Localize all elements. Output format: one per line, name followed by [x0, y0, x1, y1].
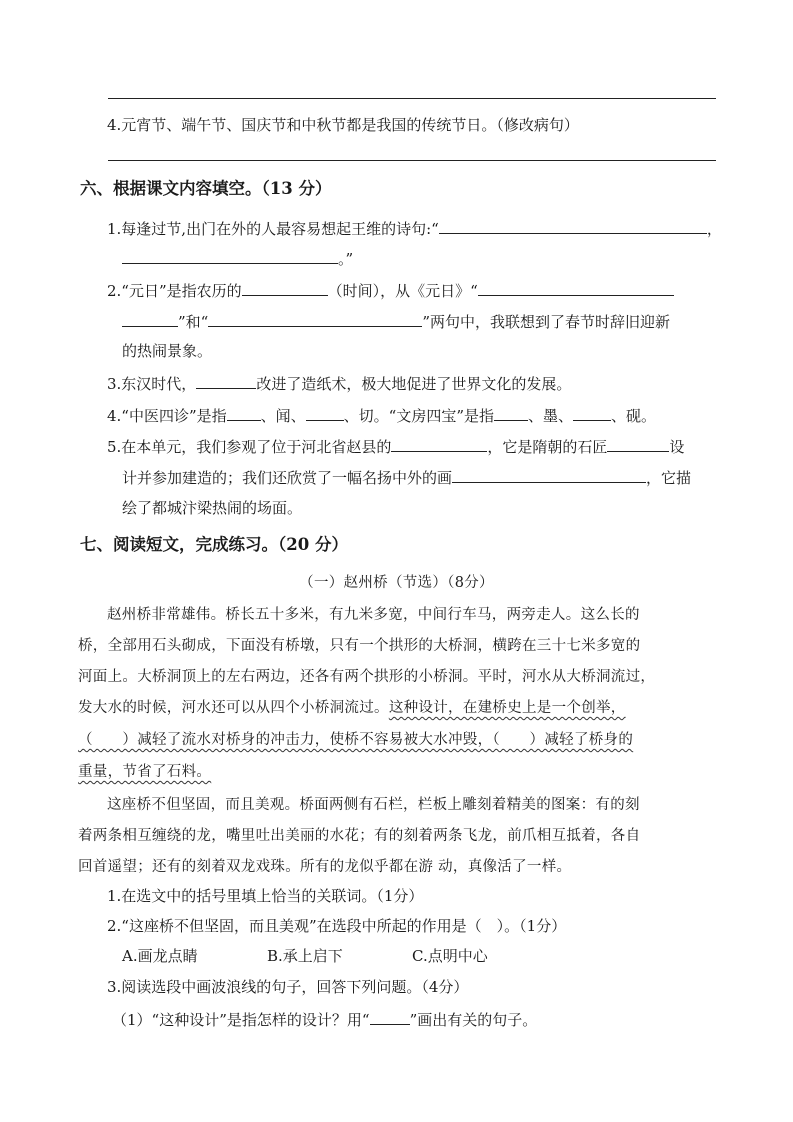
fill-item-3: 3.东汉时代， 改进了造纸术，极大地促进了世界文化的发展。: [107, 375, 572, 393]
passage-p1-line2: 桥，全部用石头砌成，下面没有桥墩，只有一个拱形的大桥洞，横跨在三十七米多宽的: [78, 638, 641, 654]
answer-line-top[interactable]: [108, 98, 716, 99]
fill-item-2-line2: ”和“ ”两句中，我联想到了春节时辞旧迎新: [122, 311, 670, 332]
blank-bridge-name[interactable]: [391, 436, 487, 452]
passage-p2-line3: 回首遥望；还有的刻着双龙戏珠。所有的龙似乎都在游 动，真像活了一样。: [78, 859, 572, 875]
blank-painting-name[interactable]: [452, 467, 646, 483]
exercise-q1: 1.在选文中的括号里填上恰当的关联词。（1分）: [107, 887, 424, 905]
exercise-q2: 2.“这座桥不但坚固，而且美观”在选段中所起的作用是（ ）。（1分）: [107, 917, 567, 935]
passage-p2-line2: 着两条相互缠绕的龙，嘴里吐出美丽的水花；有的刻着两条飞龙，前爪相互抵着，各自: [78, 828, 641, 844]
blank-yuanri-line-a[interactable]: [478, 280, 674, 296]
fill-item-5-line3: 绘了都城汴梁热闹的场面。: [122, 499, 303, 517]
fill-item-2-line1: 2.“元日”是指农历的 （时间），从《元日》“: [107, 280, 674, 301]
blank-yuanri-line-a-cont[interactable]: [122, 311, 178, 327]
underline-sample: [370, 1012, 410, 1025]
passage-p1-line6: 重量，节省了石料。: [78, 764, 212, 780]
blank-poem-line-1[interactable]: [439, 218, 707, 234]
blank-yuanri-line-b[interactable]: [208, 311, 422, 327]
blank-mason-name[interactable]: [607, 436, 669, 452]
fill-item-2-line3: 的热闹景象。: [122, 342, 213, 360]
option-c[interactable]: C.点明中心: [412, 947, 488, 965]
fill-item-1-line1: 1.每逢过节,出门在外的人最容易想起王维的诗句:“ ，: [107, 220, 722, 238]
fill-item-5-line2: 计并参加建造的；我们还欣赏了一幅名扬中外的画 ，它描: [122, 469, 692, 487]
blank-poem-line-2[interactable]: [122, 248, 338, 264]
exercise-q3: 3.阅读选段中画波浪线的句子，回答下列问题。（4分）: [107, 978, 469, 996]
blank-yuanri-time[interactable]: [242, 280, 328, 296]
option-a[interactable]: A.画龙点睛: [122, 947, 198, 965]
section-6-title: 六、根据课文内容填空。（13 分）: [80, 179, 332, 198]
blank-treasure-2[interactable]: [573, 405, 611, 421]
blank-diagnosis-2[interactable]: [306, 405, 344, 421]
blank-diagnosis-1[interactable]: [227, 405, 261, 421]
wavy-sentence-part1: 这种设计，在建桥史上是一个创举，: [388, 700, 626, 716]
passage-p1-line4: 发大水的时候，河水还可以从四个小桥洞流过。这种设计，在建桥史上是一个创举，: [78, 700, 626, 716]
blank-paper-inventor[interactable]: [196, 373, 256, 389]
question-4: 4.元宵节、端午节、国庆节和中秋节都是我国的传统节日。（修改病句）: [107, 116, 579, 134]
passage-p2-line1: 这座桥不但坚固，而且美观。桥面两侧有石栏，栏板上雕刻着精美的图案：有的刻: [107, 797, 640, 813]
fill-item-5-line1: 5.在本单元，我们参观了位于河北省赵县的 ，它是隋朝的石匠 设: [107, 438, 685, 456]
exercise-q3-sub1: （1）“这种设计”是指怎样的设计？用“ ”画出有关的句子。: [112, 1011, 538, 1029]
fill-item-4: 4.“中医四诊”是指 、闻、 、切。“文房四宝”是指 、墨、 、砚。: [107, 407, 657, 425]
passage-p1-line1: 赵州桥非常雄伟。桥长五十多米，有九米多宽，中间行车马，两旁走人。这么长的: [107, 607, 640, 623]
blank-treasure-1[interactable]: [494, 405, 528, 421]
section-7-title: 七、阅读短文，完成练习。（20 分）: [80, 535, 348, 554]
passage-p1-line3: 河面上。大桥洞顶上的左右两边，还各有两个拱形的小桥洞。平时，河水从大桥洞流过，: [78, 669, 656, 685]
fill-item-1-line2: 。”: [122, 248, 353, 269]
passage-title: （一）赵州桥（节选）（8分）: [299, 575, 494, 591]
passage-p1-line5: （ ）减轻了流水对桥身的冲击力，使桥不容易被大水冲毁，（ ）减轻了桥身的: [78, 732, 634, 748]
option-b[interactable]: B.承上启下: [267, 947, 343, 965]
answer-line-q4[interactable]: [108, 160, 716, 161]
